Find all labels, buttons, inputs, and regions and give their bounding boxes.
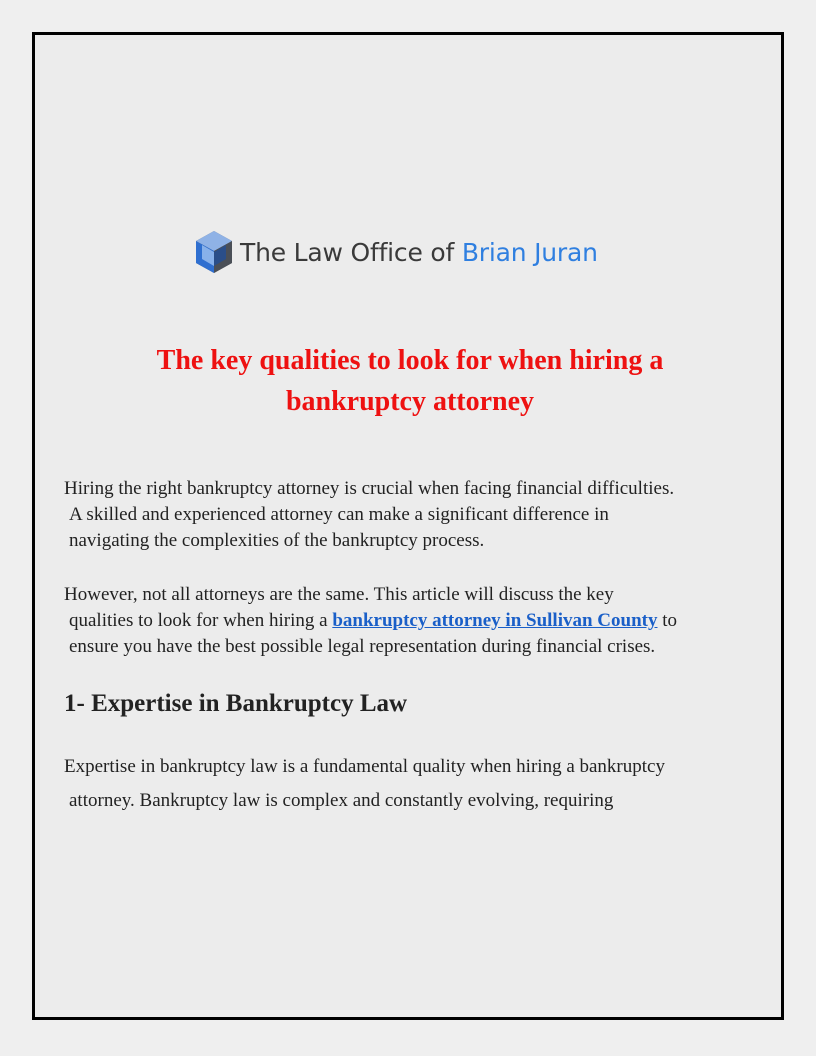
second-line-1: However, not all attorneys are the same. This article will discuss the key <box>64 584 614 605</box>
logo-wordmark <box>240 238 598 267</box>
intro-line-3: navigating the complexities of the bankruptcy process. <box>69 530 485 551</box>
expertise-line-2: attorney. Bankruptcy law is complex and constantly evolving, requiring <box>69 790 614 811</box>
intro-line-2: A skilled and experienced attorney can make a significant difference in <box>69 504 609 525</box>
intro-paragraph <box>64 476 764 554</box>
expertise-line-1: Expertise in bankruptcy law is a fundamental quality when hiring a bankruptcy <box>64 756 665 777</box>
firm-logo <box>194 228 598 276</box>
section-heading-expertise: 1- Expertise in Bankruptcy Law <box>64 690 408 717</box>
logo-name: Brian Juran <box>461 237 598 267</box>
second-line-2 <box>64 608 764 634</box>
title-line-1: The key qualities to look for when hiring a <box>156 345 664 376</box>
second-line-2-before: qualities to look for when hiring a <box>69 610 333 631</box>
article-title <box>60 340 760 422</box>
expertise-paragraph <box>64 750 764 818</box>
second-line-3: ensure you have the best possible legal representation during financial crises. <box>69 636 656 657</box>
sullivan-county-attorney-link[interactable]: bankruptcy attorney in Sullivan County <box>332 610 658 631</box>
cube-logo-icon <box>194 229 234 275</box>
second-line-2-after: to <box>657 610 678 631</box>
logo-prefix: The Law Office of <box>240 237 462 267</box>
intro-line-1: Hiring the right bankruptcy attorney is crucial when facing financial difficulties. <box>64 478 675 499</box>
second-paragraph <box>64 582 764 660</box>
title-line-2: bankruptcy attorney <box>285 386 535 417</box>
